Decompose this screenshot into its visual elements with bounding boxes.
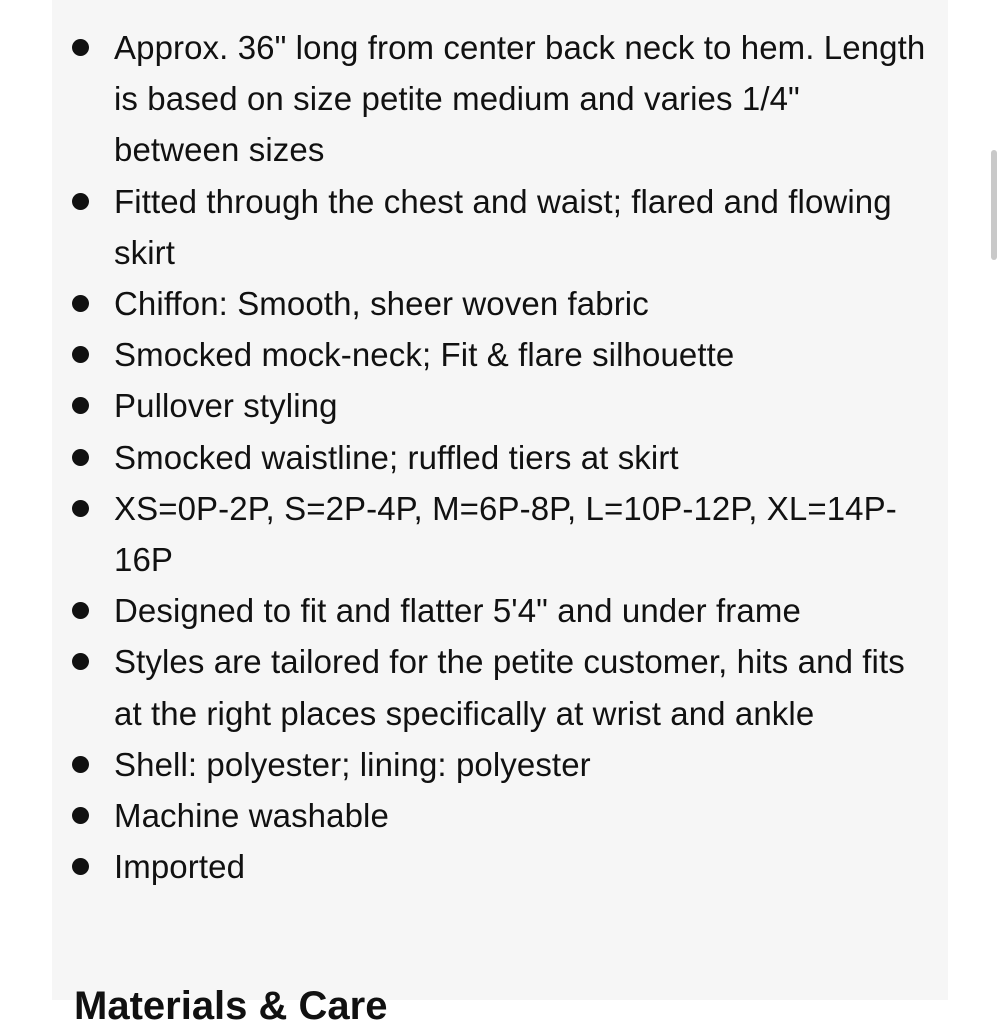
- list-item-text: Chiffon: Smooth, sheer woven fabric: [114, 285, 649, 323]
- scrollbar-thumb[interactable]: [991, 150, 997, 260]
- bullet-icon: [72, 397, 89, 414]
- list-item-text: Imported: [114, 848, 246, 886]
- bullet-icon: [72, 39, 89, 56]
- materials-care-heading[interactable]: Materials & Care: [74, 984, 388, 1028]
- bullet-icon: [72, 193, 89, 210]
- bullet-icon: [72, 756, 89, 773]
- bullet-icon: [72, 346, 89, 363]
- list-item: [52, 432, 948, 483]
- list-item-text: XS=0P-2P, S=2P-4P, M=6P-8P, L=10P-12P, XL=14P-16P: [114, 489, 897, 579]
- list-item: [52, 329, 948, 380]
- list-item-text: Smocked mock-neck; Fit & flare silhouette: [114, 336, 735, 374]
- list-item: [52, 22, 948, 176]
- list-item-text: Designed to fit and flatter 5'4" and under frame: [114, 592, 801, 630]
- bullet-icon: [72, 602, 89, 619]
- list-item-text: Shell: polyester; lining: polyester: [114, 745, 591, 783]
- list-item-text: Smocked waistline; ruffled tiers at skirt: [114, 438, 679, 476]
- list-item-text: Machine washable: [114, 797, 389, 835]
- list-item: [52, 380, 948, 431]
- product-details-list: [52, 22, 948, 892]
- list-item: [52, 636, 948, 738]
- bullet-icon: [72, 500, 89, 517]
- list-item-text: Pullover styling: [114, 387, 338, 425]
- list-item: [52, 739, 948, 790]
- list-item: [52, 841, 948, 892]
- scrollbar[interactable]: [986, 0, 1000, 1000]
- list-item: [52, 585, 948, 636]
- bullet-icon: [72, 449, 89, 466]
- list-item-text: Styles are tailored for the petite customer, hits and fits at the right places specifically at wrist and ankle: [114, 643, 905, 732]
- list-item: [52, 483, 948, 585]
- product-details-panel: [52, 0, 948, 1028]
- bullet-icon: [72, 653, 89, 670]
- list-item-text: Fitted through the chest and waist; flared and flowing skirt: [114, 182, 892, 271]
- bullet-icon: [72, 295, 89, 312]
- bullet-icon: [72, 858, 89, 875]
- list-item: [52, 790, 948, 841]
- list-item-text: Approx. 36" long from center back neck to hem. Length is based on size petite medium and varies 1/4" between sizes: [114, 29, 926, 169]
- bullet-icon: [72, 807, 89, 824]
- list-item: [52, 278, 948, 329]
- list-item: [52, 176, 948, 278]
